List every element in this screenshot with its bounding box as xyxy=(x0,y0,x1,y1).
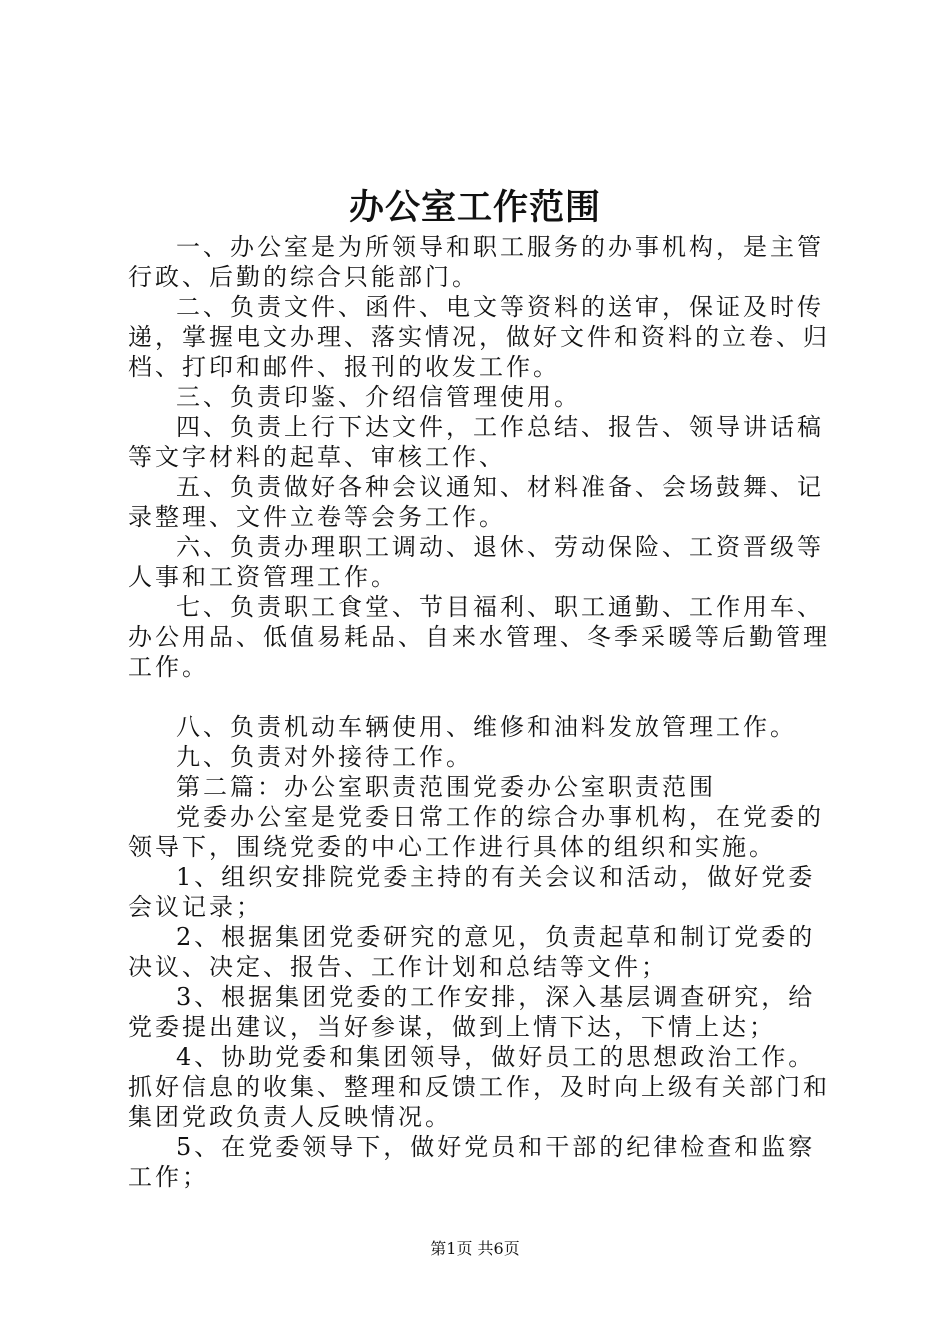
paragraph-4: 四、负责上行下达文件，工作总结、报告、领导讲话稿等文字材料的起草、审核工作、 xyxy=(128,413,824,471)
list-item-4: 4、协助党委和集团领导，做好员工的思想政治工作。抓好信息的收集、整理和反馈工作，及时向上级有关部门和集团党政负责人反映情况。 xyxy=(128,1043,830,1131)
page-footer: 第1页 共6页 xyxy=(430,1239,520,1258)
document-title: 办公室工作范围 xyxy=(348,187,601,228)
paragraph-3: 三、负责印鉴、介绍信管理使用。 xyxy=(176,383,581,411)
list-item-2: 2、根据集团党委研究的意见，负责起草和制订党委的决议、决定、报告、工作计划和总结等文件； xyxy=(128,923,816,981)
paragraph-8: 八、负责机动车辆使用、维修和油料发放管理工作。 xyxy=(176,713,797,741)
paragraph-9: 九、负责对外接待工作。 xyxy=(176,743,473,771)
paragraph-6: 六、负责办理职工调动、退休、劳动保险、工资晋级等人事和工资管理工作。 xyxy=(128,533,824,591)
section-heading: 第二篇：办公室职责范围党委办公室职责范围 xyxy=(176,773,716,801)
paragraph-7: 七、负责职工食堂、节目福利、职工通勤、工作用车、办公用品、低值易耗品、自来水管理、冬季采暖等后勤管理工作。 xyxy=(128,593,830,681)
paragraph-1: 一、办公室是为所领导和职工服务的办事机构，是主管行政、后勤的综合只能部门。 xyxy=(128,233,824,291)
paragraph-5: 五、负责做好各种会议通知、材料准备、会场鼓舞、记录整理、文件立卷等会务工作。 xyxy=(128,473,824,531)
paragraph-2: 二、负责文件、函件、电文等资料的送审，保证及时传递，掌握电文办理、落实情况，做好文件和资料的立卷、归档、打印和邮件、报刊的收发工作。 xyxy=(128,293,830,381)
document-body xyxy=(128,232,840,1192)
list-item-5: 5、在党委领导下，做好党员和干部的纪律检查和监察工作； xyxy=(128,1133,816,1191)
list-item-3: 3、根据集团党委的工作安排，深入基层调查研究，给党委提出建议，当好参谋，做到上情下达，下情上达； xyxy=(128,983,816,1041)
paragraph-intro: 党委办公室是党委日常工作的综合办事机构，在党委的领导下，围绕党委的中心工作进行具体的组织和实施。 xyxy=(128,803,824,861)
list-item-1: 1、组织安排院党委主持的有关会议和活动，做好党委会议记录； xyxy=(128,863,816,921)
